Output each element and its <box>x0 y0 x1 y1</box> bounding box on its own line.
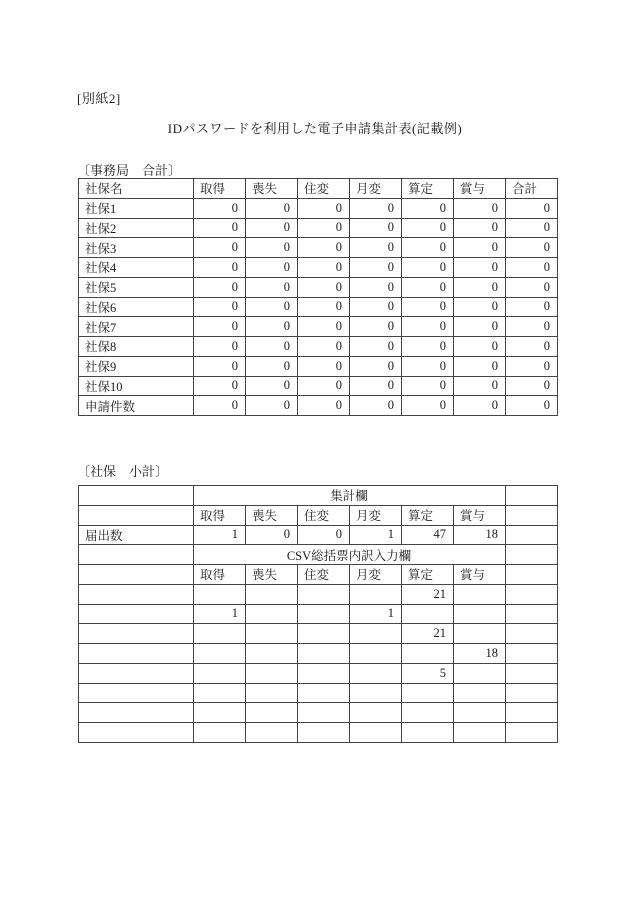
count-value: 0 <box>298 337 350 357</box>
count-value: 0 <box>506 356 558 376</box>
csv-entry-value <box>454 723 506 743</box>
office-total-column-header: 社保名 <box>79 179 194 199</box>
office-total-column-header: 喪失 <box>246 179 298 199</box>
csv-entry-value <box>402 723 454 743</box>
blank-cell <box>506 584 558 604</box>
csv-entry-value: 21 <box>402 584 454 604</box>
count-value: 0 <box>350 258 402 278</box>
count-value: 0 <box>194 356 246 376</box>
csv-entry-row <box>79 703 558 723</box>
office-total-column-header: 取得 <box>194 179 246 199</box>
office-total-column-header: 月変 <box>350 179 402 199</box>
blank-cell <box>506 505 558 525</box>
count-value: 0 <box>350 317 402 337</box>
csv-entry-value <box>298 624 350 644</box>
csv-entry-value <box>194 584 246 604</box>
csv-entry-value <box>246 663 298 683</box>
sub-column-header: 住変 <box>298 565 350 585</box>
count-value: 0 <box>506 258 558 278</box>
count-value: 0 <box>246 337 298 357</box>
blank-cell <box>79 624 194 644</box>
csv-entry-value <box>194 644 246 664</box>
count-value: 0 <box>298 317 350 337</box>
sub-column-header: 喪失 <box>246 565 298 585</box>
csv-entry-value <box>246 624 298 644</box>
csv-entry-row <box>79 604 558 624</box>
document-title: IDパスワードを利用した電子申請集計表(記載例) <box>167 121 463 136</box>
count-value: 0 <box>246 218 298 238</box>
csv-entry-value: 1 <box>194 604 246 624</box>
csv-entry-value <box>194 663 246 683</box>
count-value: 0 <box>246 277 298 297</box>
csv-entry-row <box>79 723 558 743</box>
blank-cell <box>506 624 558 644</box>
count-value: 0 <box>454 218 506 238</box>
sub-column-header: 取得 <box>194 505 246 525</box>
count-value: 0 <box>246 258 298 278</box>
sub-column-header: 月変 <box>350 565 402 585</box>
csv-entry-value <box>298 723 350 743</box>
row-label: 社保7 <box>79 317 194 337</box>
count-value: 0 <box>298 218 350 238</box>
count-value: 0 <box>246 376 298 396</box>
office-total-data-row <box>79 297 558 317</box>
count-value: 0 <box>506 317 558 337</box>
blank-cell <box>79 505 194 525</box>
count-value: 0 <box>454 376 506 396</box>
shaho-subtotal-section-label: 〔社保 小計〕 <box>77 464 169 479</box>
count-value: 0 <box>298 396 350 416</box>
count-value: 0 <box>350 376 402 396</box>
count-value: 0 <box>350 238 402 258</box>
csv-entry-value <box>350 663 402 683</box>
office-total-data-row <box>79 238 558 258</box>
count-value: 0 <box>402 258 454 278</box>
count-value: 0 <box>194 218 246 238</box>
csv-band-label: CSV総括票内訳入力欄 <box>194 545 506 565</box>
office-total-column-header: 合計 <box>506 179 558 199</box>
count-value: 0 <box>506 198 558 218</box>
office-total-data-row <box>79 396 558 416</box>
count-value: 0 <box>350 277 402 297</box>
count-value: 0 <box>350 396 402 416</box>
count-value: 47 <box>402 525 454 545</box>
office-total-data-row <box>79 337 558 357</box>
sub-column-header: 月変 <box>350 505 402 525</box>
count-value: 0 <box>194 396 246 416</box>
count-value: 0 <box>194 317 246 337</box>
row-label: 社保4 <box>79 258 194 278</box>
blank-cell <box>506 683 558 703</box>
row-label: 社保8 <box>79 337 194 357</box>
count-value: 0 <box>246 396 298 416</box>
sub-column-header: 賞与 <box>454 505 506 525</box>
csv-entry-value <box>350 703 402 723</box>
count-value: 0 <box>246 525 298 545</box>
attachment-label: [別紙2] <box>77 91 121 106</box>
row-label: 社保3 <box>79 238 194 258</box>
row-label: 届出数 <box>79 525 194 545</box>
blank-cell <box>79 604 194 624</box>
csv-entry-row <box>79 624 558 644</box>
csv-band-row <box>79 545 558 565</box>
csv-entry-value <box>246 683 298 703</box>
blank-cell <box>79 723 194 743</box>
count-value: 0 <box>506 376 558 396</box>
csv-entry-value <box>350 584 402 604</box>
sub-column-header-row <box>79 505 558 525</box>
count-value: 0 <box>194 376 246 396</box>
csv-entry-row <box>79 584 558 604</box>
office-total-data-row <box>79 198 558 218</box>
csv-entry-value <box>454 703 506 723</box>
csv-entry-value <box>194 624 246 644</box>
count-value: 0 <box>194 337 246 357</box>
blank-cell <box>506 525 558 545</box>
count-value: 0 <box>402 238 454 258</box>
csv-entry-value <box>298 584 350 604</box>
count-value: 0 <box>506 396 558 416</box>
blank-cell <box>79 565 194 585</box>
count-value: 0 <box>350 297 402 317</box>
count-value: 0 <box>402 198 454 218</box>
csv-entry-value <box>402 644 454 664</box>
shaho-subtotal-table <box>78 485 558 743</box>
count-value: 0 <box>194 198 246 218</box>
csv-entry-value <box>298 663 350 683</box>
blank-cell <box>79 683 194 703</box>
count-value: 0 <box>298 277 350 297</box>
csv-entry-value <box>402 683 454 703</box>
office-total-table <box>78 178 558 416</box>
csv-entry-value <box>454 604 506 624</box>
count-value: 0 <box>298 198 350 218</box>
count-value: 0 <box>454 258 506 278</box>
summary-band-label: 集計欄 <box>194 486 506 506</box>
count-value: 0 <box>246 238 298 258</box>
count-value: 0 <box>402 376 454 396</box>
sub-column-header: 算定 <box>402 565 454 585</box>
blank-cell <box>506 703 558 723</box>
sub-column-header: 取得 <box>194 565 246 585</box>
blank-cell <box>506 663 558 683</box>
count-value: 0 <box>454 356 506 376</box>
count-value: 0 <box>402 218 454 238</box>
blank-cell <box>506 723 558 743</box>
count-value: 0 <box>298 238 350 258</box>
count-value: 0 <box>402 356 454 376</box>
office-total-data-row <box>79 356 558 376</box>
blank-cell <box>506 486 558 506</box>
report-count-row <box>79 525 558 545</box>
count-value: 0 <box>402 396 454 416</box>
count-value: 0 <box>350 218 402 238</box>
row-label: 社保5 <box>79 277 194 297</box>
blank-cell <box>506 644 558 664</box>
sub-column-header: 賞与 <box>454 565 506 585</box>
count-value: 0 <box>402 337 454 357</box>
count-value: 0 <box>298 376 350 396</box>
office-total-column-header: 住変 <box>298 179 350 199</box>
blank-cell <box>79 663 194 683</box>
blank-cell <box>79 644 194 664</box>
count-value: 0 <box>194 238 246 258</box>
count-value: 0 <box>454 337 506 357</box>
sub-column-header: 算定 <box>402 505 454 525</box>
office-total-data-row <box>79 376 558 396</box>
csv-entry-value <box>350 683 402 703</box>
count-value: 0 <box>246 198 298 218</box>
csv-entry-value: 1 <box>350 604 402 624</box>
sub-column-header: 住変 <box>298 505 350 525</box>
count-value: 18 <box>454 525 506 545</box>
csv-entry-value <box>194 703 246 723</box>
count-value: 0 <box>194 277 246 297</box>
count-value: 0 <box>298 297 350 317</box>
count-value: 0 <box>454 238 506 258</box>
count-value: 0 <box>246 317 298 337</box>
blank-cell <box>79 584 194 604</box>
csv-entry-value <box>246 723 298 743</box>
office-total-data-row <box>79 277 558 297</box>
csv-entry-row <box>79 663 558 683</box>
csv-entry-value <box>454 624 506 644</box>
count-value: 0 <box>454 396 506 416</box>
count-value: 0 <box>194 297 246 317</box>
csv-entry-value <box>246 604 298 624</box>
office-total-column-header: 算定 <box>402 179 454 199</box>
csv-entry-value <box>454 584 506 604</box>
row-label: 申請件数 <box>79 396 194 416</box>
office-total-data-row <box>79 317 558 337</box>
count-value: 0 <box>506 238 558 258</box>
office-total-data-row <box>79 218 558 238</box>
summary-band-row <box>79 486 558 506</box>
csv-entry-value <box>402 703 454 723</box>
blank-cell <box>79 545 194 565</box>
blank-cell <box>506 565 558 585</box>
csv-entry-value <box>454 663 506 683</box>
count-value: 0 <box>246 356 298 376</box>
csv-entry-value <box>298 604 350 624</box>
row-label: 社保10 <box>79 376 194 396</box>
csv-entry-row <box>79 644 558 664</box>
csv-entry-value <box>246 703 298 723</box>
count-value: 0 <box>402 277 454 297</box>
count-value: 0 <box>402 297 454 317</box>
count-value: 0 <box>506 218 558 238</box>
csv-entry-value <box>298 644 350 664</box>
count-value: 0 <box>298 356 350 376</box>
count-value: 0 <box>506 337 558 357</box>
csv-entry-value <box>246 584 298 604</box>
csv-entry-value <box>350 644 402 664</box>
csv-entry-value <box>246 644 298 664</box>
csv-entry-value: 5 <box>402 663 454 683</box>
csv-entry-value <box>194 683 246 703</box>
count-value: 0 <box>454 297 506 317</box>
csv-entry-value: 21 <box>402 624 454 644</box>
count-value: 0 <box>506 297 558 317</box>
row-label: 社保9 <box>79 356 194 376</box>
count-value: 0 <box>454 317 506 337</box>
row-label: 社保1 <box>79 198 194 218</box>
blank-cell <box>79 486 194 506</box>
office-total-header-row <box>79 179 558 199</box>
csv-entry-value <box>298 683 350 703</box>
csv-entry-value <box>194 723 246 743</box>
csv-entry-value <box>298 703 350 723</box>
count-value: 0 <box>298 258 350 278</box>
count-value: 0 <box>454 198 506 218</box>
row-label: 社保2 <box>79 218 194 238</box>
count-value: 0 <box>246 297 298 317</box>
csv-entry-value <box>454 683 506 703</box>
count-value: 0 <box>350 356 402 376</box>
csv-entry-value <box>350 624 402 644</box>
row-label: 社保6 <box>79 297 194 317</box>
count-value: 0 <box>506 277 558 297</box>
count-value: 0 <box>298 525 350 545</box>
count-value: 0 <box>402 317 454 337</box>
csv-entry-value: 18 <box>454 644 506 664</box>
count-value: 1 <box>350 525 402 545</box>
count-value: 0 <box>454 277 506 297</box>
office-total-column-header: 賞与 <box>454 179 506 199</box>
count-value: 1 <box>194 525 246 545</box>
csv-entry-value <box>350 723 402 743</box>
office-total-section-label: 〔事務局 合計〕 <box>77 163 182 178</box>
count-value: 0 <box>350 337 402 357</box>
csv-entry-row <box>79 683 558 703</box>
sub-column-header: 喪失 <box>246 505 298 525</box>
count-value: 0 <box>350 198 402 218</box>
csv-entry-value <box>402 604 454 624</box>
blank-cell <box>506 604 558 624</box>
count-value: 0 <box>194 258 246 278</box>
blank-cell <box>79 703 194 723</box>
blank-cell <box>506 545 558 565</box>
sub-column-header-row <box>79 565 558 585</box>
office-total-data-row <box>79 258 558 278</box>
